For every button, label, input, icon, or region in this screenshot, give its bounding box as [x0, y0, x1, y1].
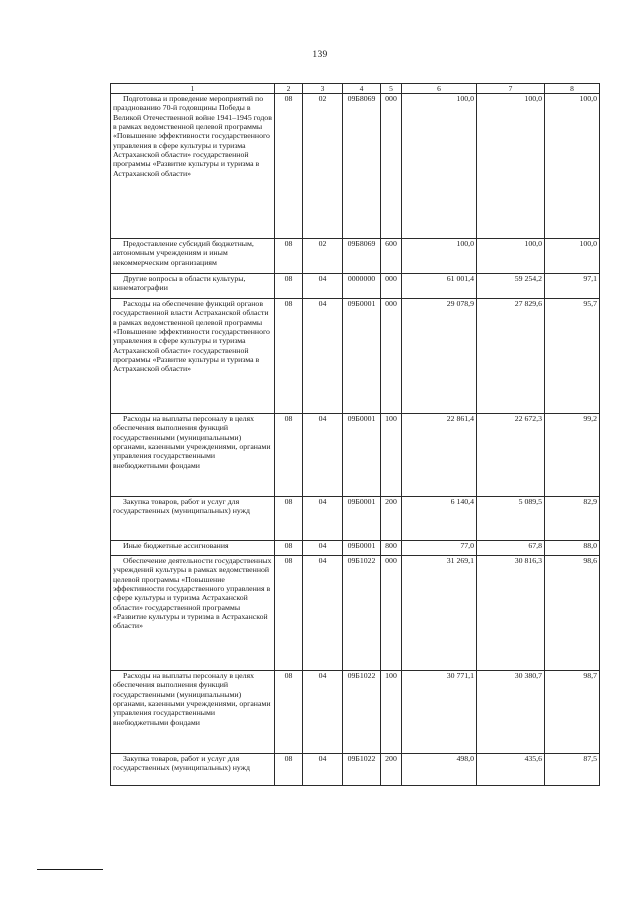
cell-section: 08	[275, 541, 303, 556]
cell-planned: 100,0	[402, 239, 477, 274]
table-row	[111, 414, 600, 497]
cell-executed: 30 816,3	[477, 556, 545, 671]
cell-subsection: 04	[303, 754, 343, 786]
cell-planned: 100,0	[402, 94, 477, 239]
cell-percent: 99,2	[545, 414, 600, 497]
row-name: Закупка товаров, работ и услуг для государственных (муниципальных) нужд	[111, 497, 275, 541]
cell-target-article: 0000000	[343, 274, 381, 299]
cell-subsection: 02	[303, 94, 343, 239]
cell-percent: 88,0	[545, 541, 600, 556]
table-row	[111, 754, 600, 786]
column-header: 1	[111, 84, 275, 94]
row-name: Расходы на обеспечение функций органов государственной власти Астраханской области в рамках ведомственной целевой программы «Повышение эффективности государственного управления в сфере культуры и туризма Астраханской области» государственной программы «Развитие культуры и туризма в Астраханской области»	[111, 299, 275, 414]
cell-executed: 5 089,5	[477, 497, 545, 541]
cell-section: 08	[275, 671, 303, 754]
cell-subsection: 04	[303, 414, 343, 497]
row-name: Закупка товаров, работ и услуг для государственных (муниципальных) нужд	[111, 754, 275, 786]
column-header: 2	[275, 84, 303, 94]
cell-target-article: 09Б0001	[343, 299, 381, 414]
row-name: Предоставление субсидий бюджетным, автономным учреждениям и иным некоммерческим организациям	[111, 239, 275, 274]
table-row	[111, 239, 600, 274]
cell-expense-type: 100	[381, 414, 402, 497]
cell-percent: 97,1	[545, 274, 600, 299]
cell-section: 08	[275, 754, 303, 786]
cell-planned: 6 140,4	[402, 497, 477, 541]
cell-target-article: 09Б0001	[343, 541, 381, 556]
cell-expense-type: 600	[381, 239, 402, 274]
table-row	[111, 556, 600, 671]
table-row	[111, 541, 600, 556]
cell-expense-type: 000	[381, 274, 402, 299]
row-name: Иные бюджетные ассигнования	[111, 541, 275, 556]
cell-percent: 87,5	[545, 754, 600, 786]
cell-target-article: 09Б8069	[343, 94, 381, 239]
cell-executed: 27 829,6	[477, 299, 545, 414]
cell-target-article: 09Б1022	[343, 754, 381, 786]
cell-expense-type: 000	[381, 299, 402, 414]
cell-subsection: 04	[303, 274, 343, 299]
cell-planned: 61 001,4	[402, 274, 477, 299]
cell-section: 08	[275, 94, 303, 239]
row-name: Подготовка и проведение мероприятий по празднованию 70-й годовщины Победы в Великой Отечественной войне 1941–1945 годов в рамках ведомственной целевой программы «Повышение эффективности государственного управления в сфере культуры и туризма Астраханской области» государственной программы «Развитие культуры и туризма в Астраханской области»	[111, 94, 275, 239]
cell-executed: 100,0	[477, 94, 545, 239]
cell-target-article: 09Б1022	[343, 671, 381, 754]
cell-target-article: 09Б0001	[343, 497, 381, 541]
column-header: 7	[477, 84, 545, 94]
cell-executed: 435,6	[477, 754, 545, 786]
cell-subsection: 04	[303, 299, 343, 414]
cell-section: 08	[275, 239, 303, 274]
cell-target-article: 09Б8069	[343, 239, 381, 274]
cell-target-article: 09Б0001	[343, 414, 381, 497]
table-row	[111, 299, 600, 414]
cell-planned: 22 861,4	[402, 414, 477, 497]
cell-percent: 100,0	[545, 239, 600, 274]
cell-expense-type: 200	[381, 754, 402, 786]
cell-expense-type: 000	[381, 94, 402, 239]
table-row	[111, 671, 600, 754]
column-header: 5	[381, 84, 402, 94]
footer-rule	[37, 869, 103, 870]
row-name: Расходы на выплаты персоналу в целях обеспечения выполнения функций государственными (муниципальными) органами, казенными учреждениями, органами управления государственными внебюджетными фондами	[111, 671, 275, 754]
cell-planned: 77,0	[402, 541, 477, 556]
cell-percent: 98,7	[545, 671, 600, 754]
table-row	[111, 274, 600, 299]
cell-percent: 82,9	[545, 497, 600, 541]
cell-subsection: 04	[303, 541, 343, 556]
cell-section: 08	[275, 497, 303, 541]
column-header: 4	[343, 84, 381, 94]
cell-section: 08	[275, 299, 303, 414]
column-header: 8	[545, 84, 600, 94]
cell-executed: 67,8	[477, 541, 545, 556]
cell-expense-type: 000	[381, 556, 402, 671]
budget-table	[110, 83, 600, 786]
cell-expense-type: 800	[381, 541, 402, 556]
cell-section: 08	[275, 274, 303, 299]
cell-target-article: 09Б1022	[343, 556, 381, 671]
table-row	[111, 94, 600, 239]
cell-planned: 498,0	[402, 754, 477, 786]
cell-planned: 31 269,1	[402, 556, 477, 671]
row-name: Расходы на выплаты персоналу в целях обеспечения выполнения функций государственными (муниципальными) органами, казенными учреждениями, органами управления государственными внебюджетными фондами	[111, 414, 275, 497]
cell-executed: 22 672,3	[477, 414, 545, 497]
cell-percent: 100,0	[545, 94, 600, 239]
cell-executed: 30 380,7	[477, 671, 545, 754]
cell-executed: 59 254,2	[477, 274, 545, 299]
cell-section: 08	[275, 414, 303, 497]
cell-expense-type: 200	[381, 497, 402, 541]
cell-percent: 98,6	[545, 556, 600, 671]
cell-percent: 95,7	[545, 299, 600, 414]
cell-executed: 100,0	[477, 239, 545, 274]
cell-section: 08	[275, 556, 303, 671]
column-header: 3	[303, 84, 343, 94]
cell-expense-type: 100	[381, 671, 402, 754]
cell-subsection: 02	[303, 239, 343, 274]
row-name: Обеспечение деятельности государственных учреждений культуры в рамках ведомственной целевой программы «Повышение эффективности государственного управления в сфере культуры и туризма Астраханской области» государственной программы «Развитие культуры и туризма в Астраханской области»	[111, 556, 275, 671]
row-name: Другие вопросы в области культуры, кинематографии	[111, 274, 275, 299]
table-row	[111, 497, 600, 541]
column-header: 6	[402, 84, 477, 94]
cell-subsection: 04	[303, 497, 343, 541]
cell-planned: 30 771,1	[402, 671, 477, 754]
cell-planned: 29 078,9	[402, 299, 477, 414]
cell-subsection: 04	[303, 671, 343, 754]
table-header-row	[111, 84, 600, 94]
page-number: 139	[312, 50, 328, 60]
cell-subsection: 04	[303, 556, 343, 671]
